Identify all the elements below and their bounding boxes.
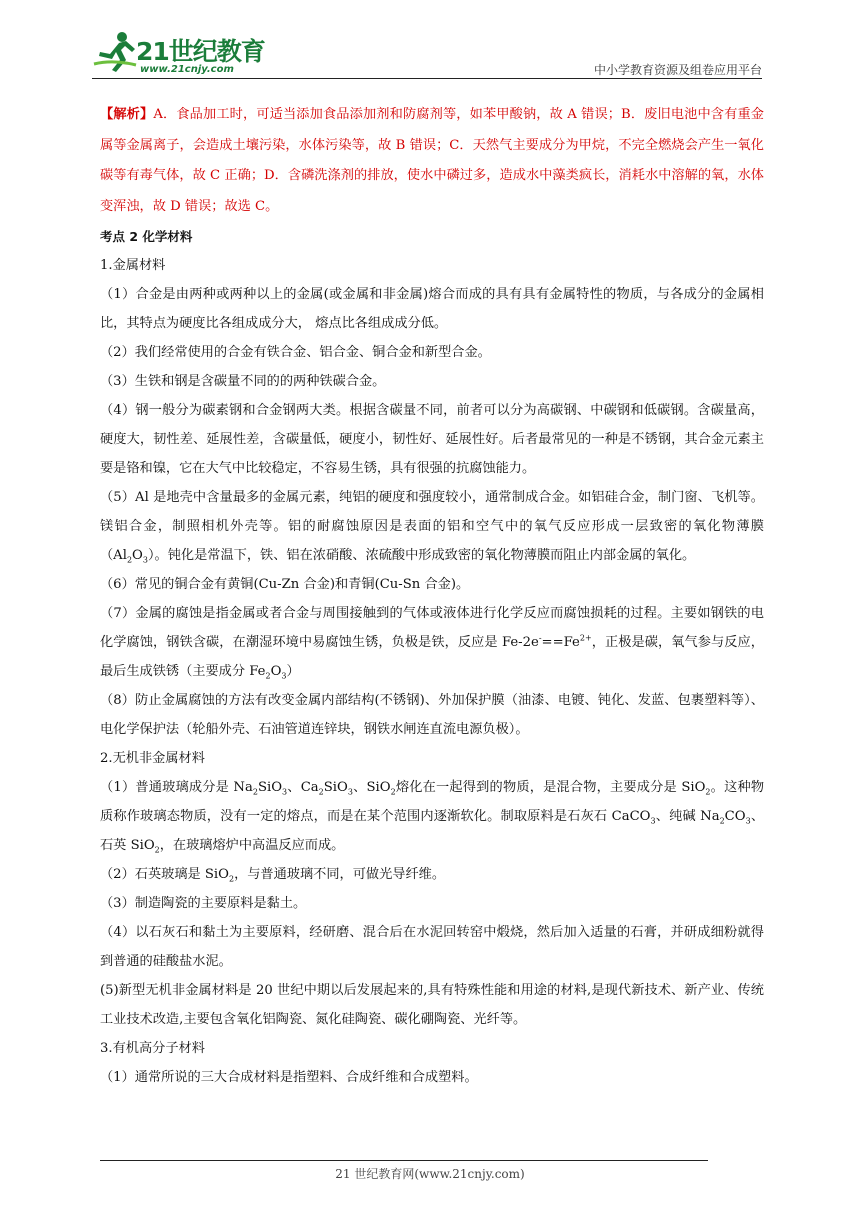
platform-name: 中小学教育资源及组卷应用平台 bbox=[593, 63, 762, 77]
nonmetal-p3: （3）制造陶瓷的主要原料是黏土。 bbox=[100, 896, 307, 911]
metal-p6: （6）常见的铜合金有黄铜(Cu-Zn 合金)和青铜(Cu-Sn 合金)。 bbox=[100, 577, 470, 592]
document-body bbox=[100, 100, 764, 1092]
section-title: 考点 2 化学材料 bbox=[100, 229, 193, 244]
analysis-paragraph bbox=[100, 100, 764, 222]
analysis-text: A．食品加工时，可适当添加食品添加剂和防腐剂等，如苯甲酸钠，故 A 错误；B．废旧电池中含有重金属等金属离子，会造成土壤污染，水体污染等，故 B 错误；C．天然气主要成分为甲烷，不完全燃烧会产生一氧化碳等有毒气体，故 C 正确；D．含磷洗涤剂的排放，使水中磷过多，造成水中藻类疯长，消耗水中溶解的氧，水体变浑浊，故 D 错误；故选 C。 bbox=[100, 107, 764, 214]
organic-heading: 3.有机高分子材料 bbox=[100, 1041, 205, 1056]
site-logo[interactable] bbox=[92, 28, 272, 78]
metal-p5: （5）Al 是地壳中含量最多的金属元素，纯铝的硬度和强度较小，通常制成合金。如铝硅合金，制门窗、飞机等。镁铝合金，制照相机外壳等。铝的耐腐蚀原因是表面的铝和空气中的氧气反应形成一层致密的氧化物薄膜$(Al_2O_3)$。钝化是常温下，铁、铝在浓硝酸、浓硫酸中形成致密的氧化物薄膜而阻止内部金属的氧化。 bbox=[100, 490, 764, 565]
metal-p1: （1）合金是由两种或两种以上的金属(或金属和非金属)熔合而成的具有具有金属特性的物质，与各成分的金属相比，其特点为硬度比各组成成分大， 熔点比各组成成分低。 bbox=[100, 287, 764, 331]
metal-p4: （4）钢一般分为碳素钢和合金钢两大类。根据含碳量不同，前者可以分为高碳钢、中碳钢和低碳钢。含碳量高，硬度大，韧性差、延展性差，含碳量低，硬度小，韧性好、延展性好。后者最常见的一种是不锈钢，其合金元素主要是铬和镍，它在大气中比较稳定，不容易生锈，具有很强的抗腐蚀能力。 bbox=[100, 403, 764, 476]
footer-divider bbox=[100, 1160, 708, 1161]
metal-heading: 1.金属材料 bbox=[100, 258, 166, 273]
nonmetal-p2: （2）石英玻璃是 SiO$_2$，与普通玻璃不同，可做光导纤维。 bbox=[100, 867, 446, 884]
analysis-tag: 【解析】 bbox=[100, 107, 154, 122]
logo-text: 21世纪教育 bbox=[136, 37, 265, 66]
metal-p8: （8）防止金属腐蚀的方法有改变金属内部结构(不锈钢)、外加保护膜（油漆、电镀、钝化、发蓝、包裹塑料等）、电化学保护法（轮船外壳、石油管道连锌块，钢铁水闸连直流电源负极）。 bbox=[100, 693, 764, 737]
page-header bbox=[92, 28, 762, 80]
organic-p1: （1）通常所说的三大合成材料是指塑料、合成纤维和合成塑料。 bbox=[100, 1070, 478, 1085]
header-divider bbox=[92, 78, 762, 79]
page-footer[interactable]: 21 世纪教育网(www.21cnjy.com) bbox=[335, 1167, 525, 1181]
runner-logo-icon bbox=[92, 30, 138, 74]
metal-p2: （2）我们经常使用的合金有铁合金、铝合金、铜合金和新型合金。 bbox=[100, 345, 491, 360]
logo-url: www.21cnjy.com bbox=[140, 64, 234, 75]
metal-p3: （3）生铁和钢是含碳量不同的的两种铁碳合金。 bbox=[100, 374, 386, 389]
nonmetal-p5: (5)新型无机非金属材料是 20 世纪中期以后发展起来的,具有特殊性能和用途的材料,是现代新技术、新产业、传统工业技术改造,主要包含氧化铝陶瓷、氮化硅陶瓷、碳化硼陶瓷、光纤等。 bbox=[100, 983, 764, 1027]
nonmetal-p1: （1）普通玻璃成分是 $Na_2SiO_3$、$Ca_2SiO_3$、SiO$_2$熔化在一起得到的物质，是混合物，主要成分是 SiO$_2$。这种物质称作玻璃态物质，没有一定的熔点，而是在某个范围内逐渐软化。制取原料是石灰石 CaCO$_3$、纯碱 $Na_2CO_3$、石英 SiO$_2$，在玻璃熔炉中高温反应而成。 bbox=[100, 780, 765, 855]
nonmetal-heading: 2.无机非金属材料 bbox=[100, 751, 205, 766]
metal-p7: （7）金属的腐蚀是指金属或者合金与周围接触到的气体或液体进行化学反应而腐蚀损耗的过程。主要如钢铁的电化学腐蚀，钢铁含碳，在潮湿环境中易腐蚀生锈，负极是铁，反应是 $Fe-2e^-==Fe^{2+}$，正极是碳，氧气参与反应，最后生成铁锈（主要成分 $Fe_2O_3$） bbox=[100, 606, 764, 681]
nonmetal-p4: （4）以石灰石和黏土为主要原料，经研磨、混合后在水泥回转窑中煅烧，然后加入适量的石膏，并研成细粉就得到普通的硅酸盐水泥。 bbox=[100, 925, 764, 969]
